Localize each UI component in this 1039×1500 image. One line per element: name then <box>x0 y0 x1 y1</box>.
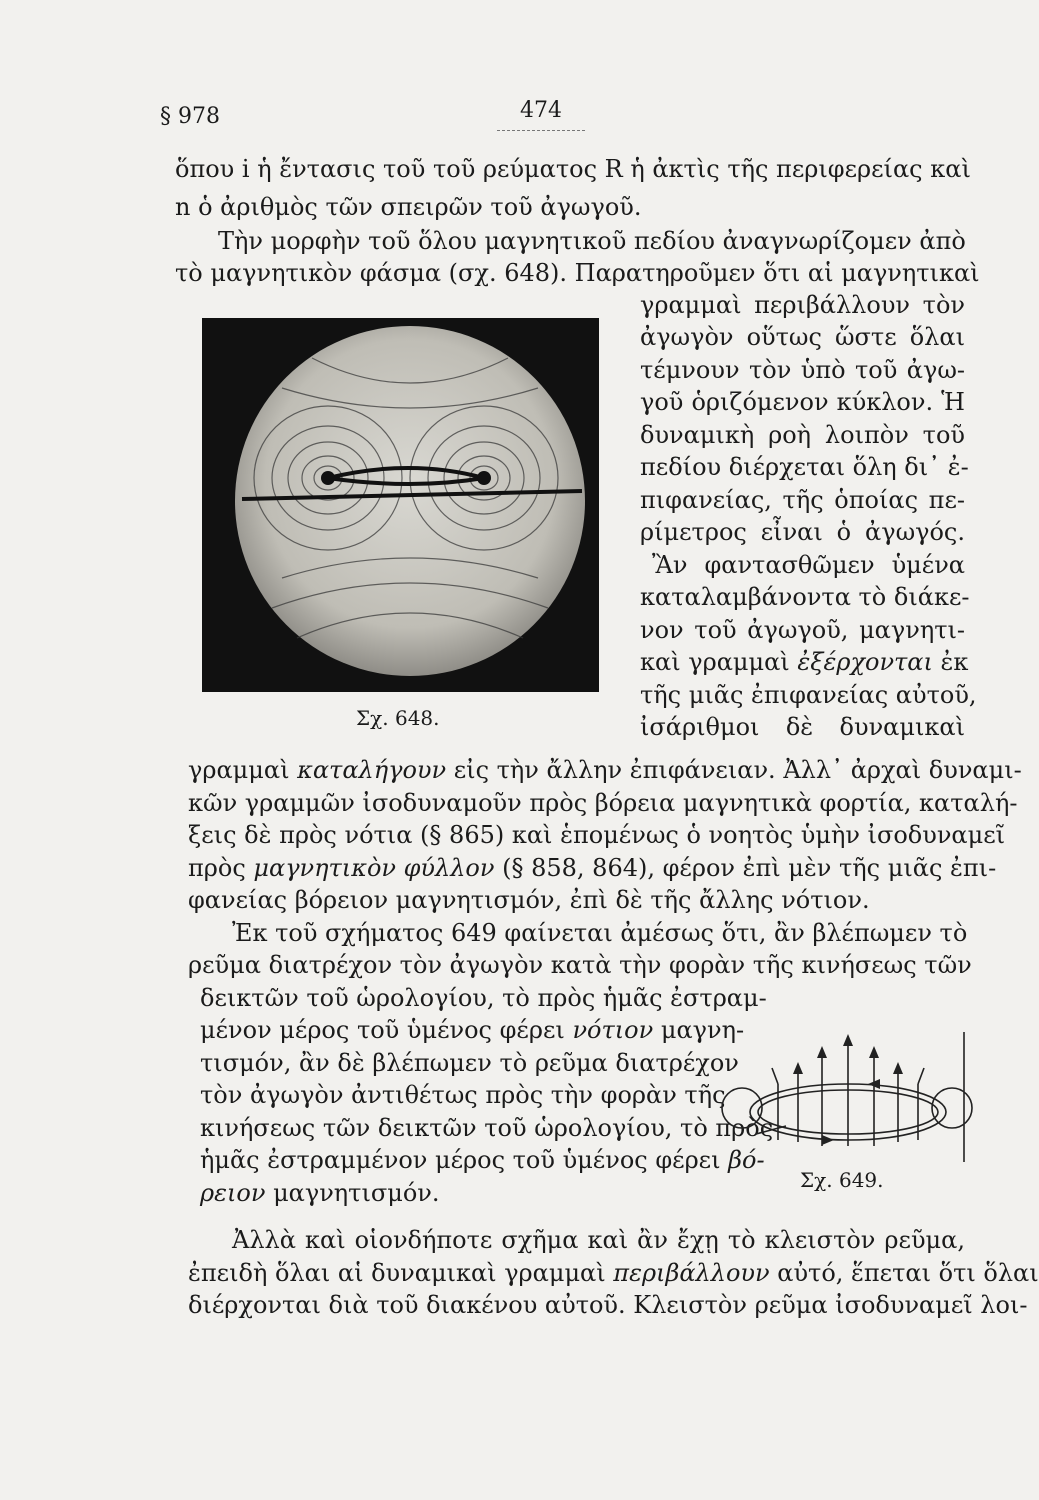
text-line: ρίμετρος εἶναι ὁ ἀγωγός. <box>640 518 965 546</box>
text-line: ἐπειδὴ ὅλαι αἱ δυναμικαὶ γραμμαὶ περιβάλλουν αὐτό, ἕπεται ὅτι ὅλαι <box>188 1259 1039 1287</box>
text-line: τὸν ἀγωγὸν ἀντιθέτως πρὸς τὴν φορὰν τῆς <box>200 1081 726 1109</box>
text-line: φανείας βόρειον μαγνητισμόν, ἐπὶ δὲ τῆς ἄλλης νότιον. <box>188 886 870 914</box>
figure-648-caption: Σχ. 648. <box>356 706 440 730</box>
figure-648-magnetic-spectrum <box>202 318 599 692</box>
text-line: δεικτῶν τοῦ ὡρολογίου, τὸ πρὸς ἡμᾶς ἐστραμ- <box>200 984 767 1012</box>
text-line: δυναμικὴ ροὴ λοιπὸν τοῦ <box>640 421 965 449</box>
text-line: τὸ μαγνητικὸν φάσμα (σχ. 648). Παρατηροῦμεν ὅτι αἱ μαγνητικαὶ <box>175 259 980 287</box>
text-line: κῶν γραμμῶν ἰσοδυναμοῦν πρὸς βόρεια μαγνητικὰ φορτία, καταλή- <box>188 789 1018 817</box>
text-line: πρὸς μαγνητικὸν φύλλον (§ 858, 864), φέρον ἐπὶ μὲν τῆς μιᾶς ἐπι- <box>188 854 997 882</box>
text-line: τισμόν, ἂν δὲ βλέπωμεν τὸ ρεῦμα διατρέχον <box>200 1049 739 1077</box>
text-line: ρειον μαγνητισμόν. <box>200 1179 440 1207</box>
text-line: διέρχονται διὰ τοῦ διακένου αὐτοῦ. Κλειστὸν ρεῦμα ἰσοδυναμεῖ λοι- <box>188 1291 1028 1319</box>
figure-649-caption: Σχ. 649. <box>800 1168 884 1192</box>
text-line: καταλαμβάνοντα τὸ διάκε- <box>640 583 970 611</box>
text-line: ἀγωγὸν οὕτως ὥστε ὅλαι <box>640 323 965 351</box>
text-line: Τὴν μορφὴν τοῦ ὅλου μαγνητικοῦ πεδίου ἀναγνωρίζομεν ἀπὸ <box>218 227 966 255</box>
text-line: ἡμᾶς ἐστραμμένον μέρος τοῦ ὑμένος φέρει βό- <box>200 1146 765 1174</box>
text-line: τέμνουν τὸν ὑπὸ τοῦ ἀγω- <box>640 356 965 384</box>
text-line: n ὁ ἀριθμὸς τῶν σπειρῶν τοῦ ἀγωγοῦ. <box>175 193 642 221</box>
text-line: Ἐκ τοῦ σχήματος 649 φαίνεται ἀμέσως ὅτι, ἂν βλέπωμεν τὸ <box>232 919 968 947</box>
current-loop-diagram <box>716 1022 978 1168</box>
page-number-rule <box>497 130 585 131</box>
text-line: γοῦ ὁριζόμενον κύκλον. Ἡ <box>640 388 965 416</box>
text-line: πεδίου διέρχεται ὅλη δι᾿ ἐ- <box>640 453 969 481</box>
text-line: μένον μέρος τοῦ ὑμένος φέρει νότιον μαγνη- <box>200 1016 745 1044</box>
text-line: κινήσεως τῶν δεικτῶν τοῦ ὡρολογίου, τὸ πρὸς <box>200 1114 774 1142</box>
text-line: ὅπου i ἡ ἔντασις τοῦ τοῦ ρεύματος R ἡ ἀκτὶς τῆς περιφερείας καὶ <box>175 155 971 183</box>
text-line: νον τοῦ ἀγωγοῦ, μαγνητι- <box>640 616 965 644</box>
text-line: καὶ γραμμαὶ ἐξέρχονται ἐκ <box>640 648 969 676</box>
text-line: τῆς μιᾶς ἐπιφανείας αὐτοῦ, <box>640 681 977 709</box>
text-line: ξεις δὲ πρὸς νότια (§ 865) καὶ ἑπομένως ὁ νοητὸς ὑμὴν ἰσοδυναμεῖ <box>188 821 1006 849</box>
page-number: 474 <box>520 98 562 123</box>
section-number: § 978 <box>160 104 220 129</box>
text-line: Ἂν φαντασθῶμεν ὑμένα <box>652 551 965 579</box>
text-line: γραμμαὶ περιβάλλουν τὸν <box>640 291 965 319</box>
text-line: ἰσάριθμοι δὲ δυναμικαὶ <box>640 713 965 741</box>
text-line: γραμμαὶ καταλήγουν εἰς τὴν ἄλλην ἐπιφάνειαν. Ἀλλ᾿ ἀρχαὶ δυναμι- <box>188 756 1022 784</box>
text-line: πιφανείας, τῆς ὁποίας πε- <box>640 486 965 514</box>
text-line: ρεῦμα διατρέχον τὸν ἀγωγὸν κατὰ τὴν φορὰν τῆς κινήσεως τῶν <box>188 951 972 979</box>
text-line: Ἀλλὰ καὶ οἱονδήποτε σχῆμα καὶ ἂν ἔχῃ τὸ κλειστὸν ρεῦμα, <box>232 1226 965 1254</box>
figure-649-current-loop <box>716 1022 978 1168</box>
magnetic-field-image <box>202 318 599 692</box>
